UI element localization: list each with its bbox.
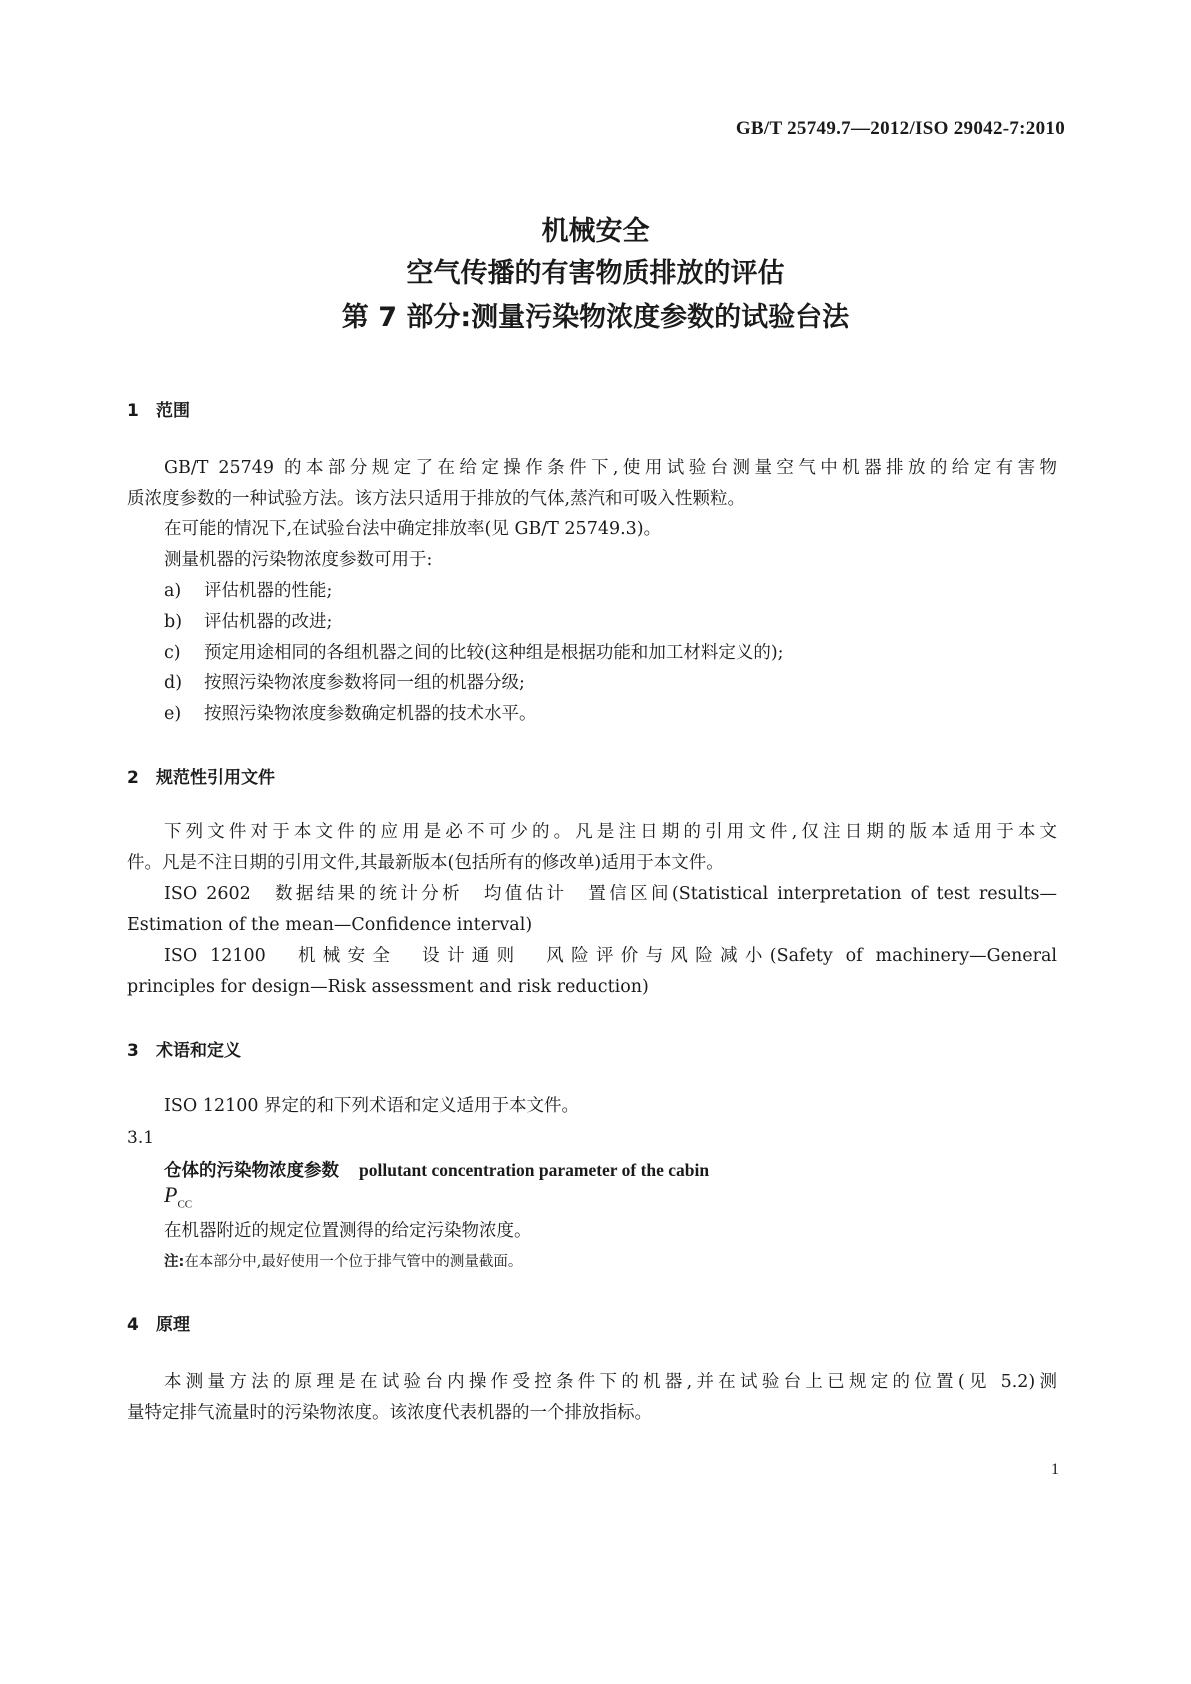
- list-item: [164, 698, 537, 730]
- section-title: 原理: [156, 1315, 190, 1335]
- section-number: 3: [127, 1041, 139, 1061]
- list-text: 按照污染物浓度参数将同一组的机器分级;: [204, 673, 525, 693]
- list-text: 预定用途相同的各组机器之间的比较(这种组是根据功能和加工材料定义的);: [204, 643, 784, 663]
- term-entry: [164, 1157, 709, 1182]
- section-heading-normative-references: [127, 763, 275, 788]
- section-heading-principle: [127, 1310, 190, 1335]
- term-number: 3.1: [127, 1128, 155, 1148]
- title-line-3: 第 7 部分:测量污染物浓度参数的试验台法: [341, 302, 850, 333]
- paragraph-line: 件。凡是不注日期的引用文件,其最新版本(包括所有的修改单)适用于本文件。: [127, 853, 724, 873]
- list-marker: c): [164, 643, 181, 663]
- standard-code: GB/T 25749.7—2012/ISO 29042-7:2010: [735, 118, 1065, 139]
- term-definition: 在机器附近的规定位置测得的给定污染物浓度。: [164, 1221, 532, 1241]
- list-marker: e): [164, 704, 182, 724]
- paragraph-line: GB/T 25749 的本部分规定了在给定操作条件下,使用试验台测量空气中机器排放的给定有害物: [164, 458, 1057, 478]
- list-item: [164, 575, 332, 607]
- section-title: 规范性引用文件: [156, 768, 275, 788]
- section-title: 范围: [156, 401, 190, 421]
- paragraph-line: 本测量方法的原理是在试验台内操作受控条件下的机器,并在试验台上已规定的位置(见 5.2)测: [164, 1372, 1057, 1392]
- paragraph-line: 质浓度参数的一种试验方法。该方法只适用于排放的气体,蒸汽和可吸入性颗粒。: [127, 489, 746, 509]
- list-text: 评估机器的性能;: [204, 581, 333, 601]
- list-item: [164, 637, 784, 669]
- symbol-subscript: CC: [177, 1198, 193, 1211]
- note-label: 注:: [164, 1254, 185, 1270]
- list-text: 按照污染物浓度参数确定机器的技术水平。: [204, 704, 537, 724]
- list-item: [164, 606, 332, 638]
- page-number: 1: [1051, 1461, 1059, 1478]
- title-line-2: 空气传播的有害物质排放的评估: [406, 258, 785, 289]
- paragraph: 在可能的情况下,在试验台法中确定排放率(见 GB/T 25749.3)。: [164, 519, 662, 539]
- reference-line: ISO 12100 机械安全 设计通则 风险评价与风险减小(Safety of machinery—General: [164, 946, 1057, 966]
- symbol-main: P: [164, 1182, 178, 1207]
- paragraph-line: 量特定排气流量时的污染物浓度。该浓度代表机器的一个排放指标。: [127, 1403, 652, 1423]
- title-line-1: 机械安全: [541, 216, 650, 247]
- term-symbol: [164, 1182, 192, 1210]
- term-english: pollutant concentration parameter of the cabin: [359, 1160, 710, 1180]
- reference-line: ISO 2602 数据结果的统计分析 均值估计 置信区间(Statistical interpretation of test results—: [164, 884, 1057, 904]
- term-chinese: 仓体的污染物浓度参数: [164, 1161, 339, 1181]
- list-marker: d): [164, 673, 183, 693]
- section-heading-scope: [127, 396, 190, 421]
- section-number: 1: [127, 401, 139, 421]
- note-text: 在本部分中,最好使用一个位于排气管中的测量截面。: [184, 1254, 523, 1270]
- section-number: 4: [127, 1315, 139, 1335]
- section-heading-terms: [127, 1036, 241, 1061]
- paragraph: ISO 12100 界定的和下列术语和定义适用于本文件。: [164, 1096, 580, 1116]
- reference-line: principles for design—Risk assessment and risk reduction): [127, 977, 649, 997]
- list-text: 评估机器的改进;: [204, 612, 333, 632]
- list-item: [164, 667, 525, 699]
- paragraph-line: 下列文件对于本文件的应用是必不可少的。凡是注日期的引用文件,仅注日期的版本适用于本文: [164, 822, 1057, 842]
- list-marker: b): [164, 612, 183, 632]
- paragraph: 测量机器的污染物浓度参数可用于:: [164, 550, 433, 570]
- list-marker: a): [164, 581, 182, 601]
- section-number: 2: [127, 768, 139, 788]
- section-title: 术语和定义: [156, 1041, 241, 1061]
- note: [164, 1250, 522, 1271]
- reference-line: Estimation of the mean—Confidence interval): [127, 915, 533, 935]
